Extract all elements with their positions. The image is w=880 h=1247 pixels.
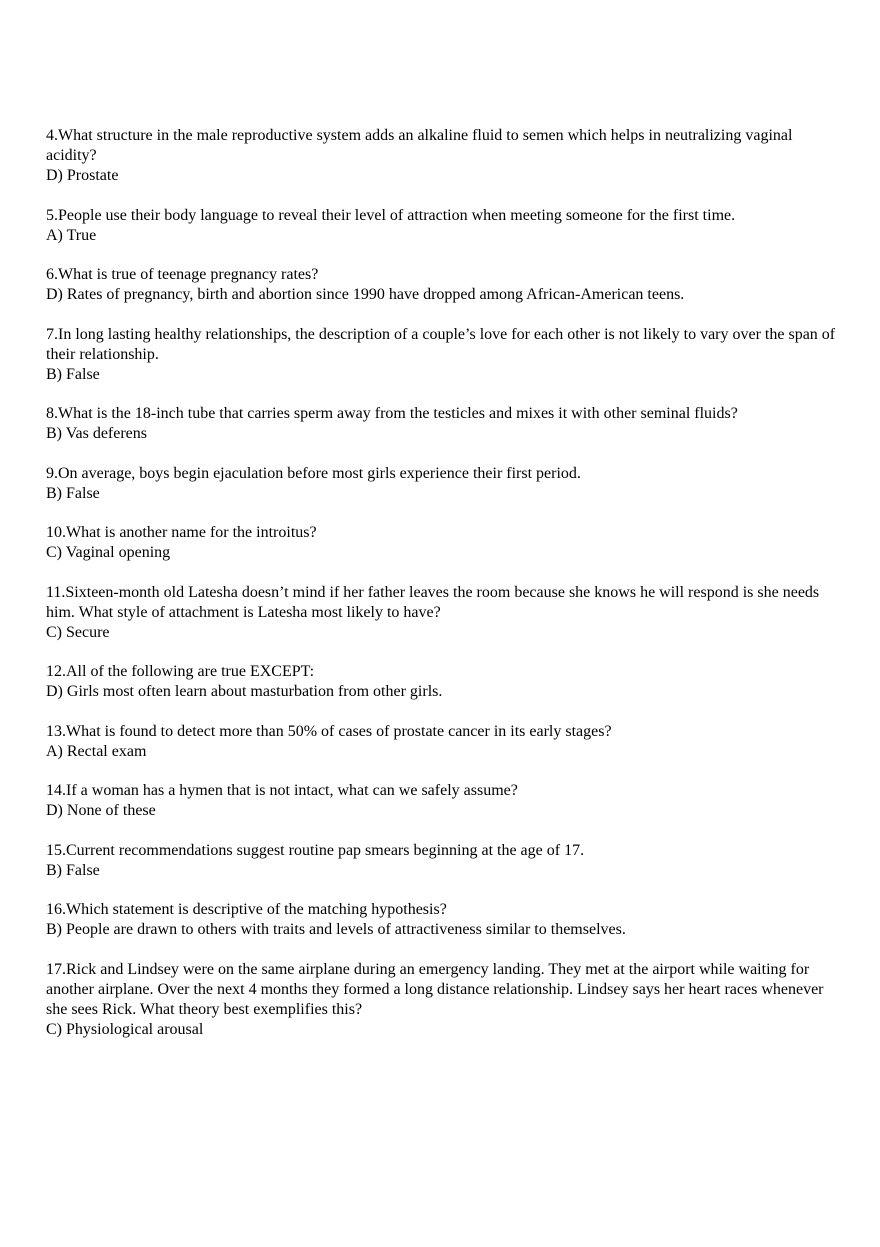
question-block-13	[46, 722, 836, 762]
question-block-9	[46, 464, 836, 504]
answer-text: D) Rates of pregnancy, birth and abortion since 1990 have dropped among African-American teens.	[46, 286, 685, 303]
answer-text: B) False	[46, 365, 100, 383]
answer-text: D) Girls most often learn about masturbation from other girls.	[46, 683, 443, 700]
question-block-8	[46, 404, 836, 444]
question-block-16	[46, 900, 836, 940]
answer-text: B) Vas deferens	[46, 425, 148, 442]
question-block-5	[46, 206, 836, 246]
question-block-11	[46, 583, 836, 643]
answer-text: A) Rectal exam	[46, 742, 147, 760]
question-text: 13.What is found to detect more than 50% of cases of prostate cancer in its early stages?	[46, 722, 612, 740]
question-text: 17.Rick and Lindsey were on the same airplane during an emergency landing. They met at the airport while waiting for another airplane. Over the next 4 months they formed a long distance relationship. Lindsey says her heart races whenever she sees Rick. What theory best exemplifies this?	[46, 960, 824, 1018]
document-page	[46, 126, 836, 1059]
answer-text: A) True	[46, 226, 97, 244]
question-block-7	[46, 325, 836, 385]
question-block-14	[46, 781, 836, 821]
question-text: 5.People use their body language to reveal their level of attraction when meeting someone for the first time.	[46, 206, 736, 224]
answer-text: B) False	[46, 484, 100, 502]
question-text: 8.What is the 18-inch tube that carries sperm away from the testicles and mixes it with other seminal fluids?	[46, 405, 738, 422]
question-block-10	[46, 523, 836, 563]
question-text: 14.If a woman has a hymen that is not intact, what can we safely assume?	[46, 782, 518, 799]
question-block-6	[46, 265, 836, 305]
question-text: 10.What is another name for the introitus?	[46, 524, 317, 541]
question-text: 12.All of the following are true EXCEPT:	[46, 663, 315, 680]
answer-text: D) Prostate	[46, 167, 119, 184]
answer-text: C) Vaginal opening	[46, 544, 171, 561]
question-text: 16.Which statement is descriptive of the matching hypothesis?	[46, 901, 447, 918]
question-text: 15.Current recommendations suggest routine pap smears beginning at the age of 17.	[46, 841, 585, 859]
question-text: 7.In long lasting healthy relationships, the description of a couple’s love for each other is not likely to vary over the span of their relationship.	[46, 325, 836, 363]
answer-text: D) None of these	[46, 802, 156, 819]
answer-text: C) Physiological arousal	[46, 1020, 204, 1038]
question-text: 9.On average, boys begin ejaculation before most girls experience their first period.	[46, 464, 581, 482]
question-text: 6.What is true of teenage pregnancy rates?	[46, 266, 319, 283]
answer-text: C) Secure	[46, 623, 110, 641]
question-text: 11.Sixteen-month old Latesha doesn’t mind if her father leaves the room because she knows he will respond is she needs him. What style of attachment is Latesha most likely to have?	[46, 583, 820, 621]
question-block-12	[46, 662, 836, 702]
answer-text: B) False	[46, 861, 100, 879]
question-block-15	[46, 841, 836, 881]
answer-text: B) People are drawn to others with traits and levels of attractiveness similar to themselves.	[46, 921, 626, 938]
question-block-17	[46, 960, 836, 1040]
question-text: 4.What structure in the male reproductive system adds an alkaline fluid to semen which helps in neutralizing vaginal acidity?	[46, 127, 793, 164]
question-block-4	[46, 126, 836, 186]
